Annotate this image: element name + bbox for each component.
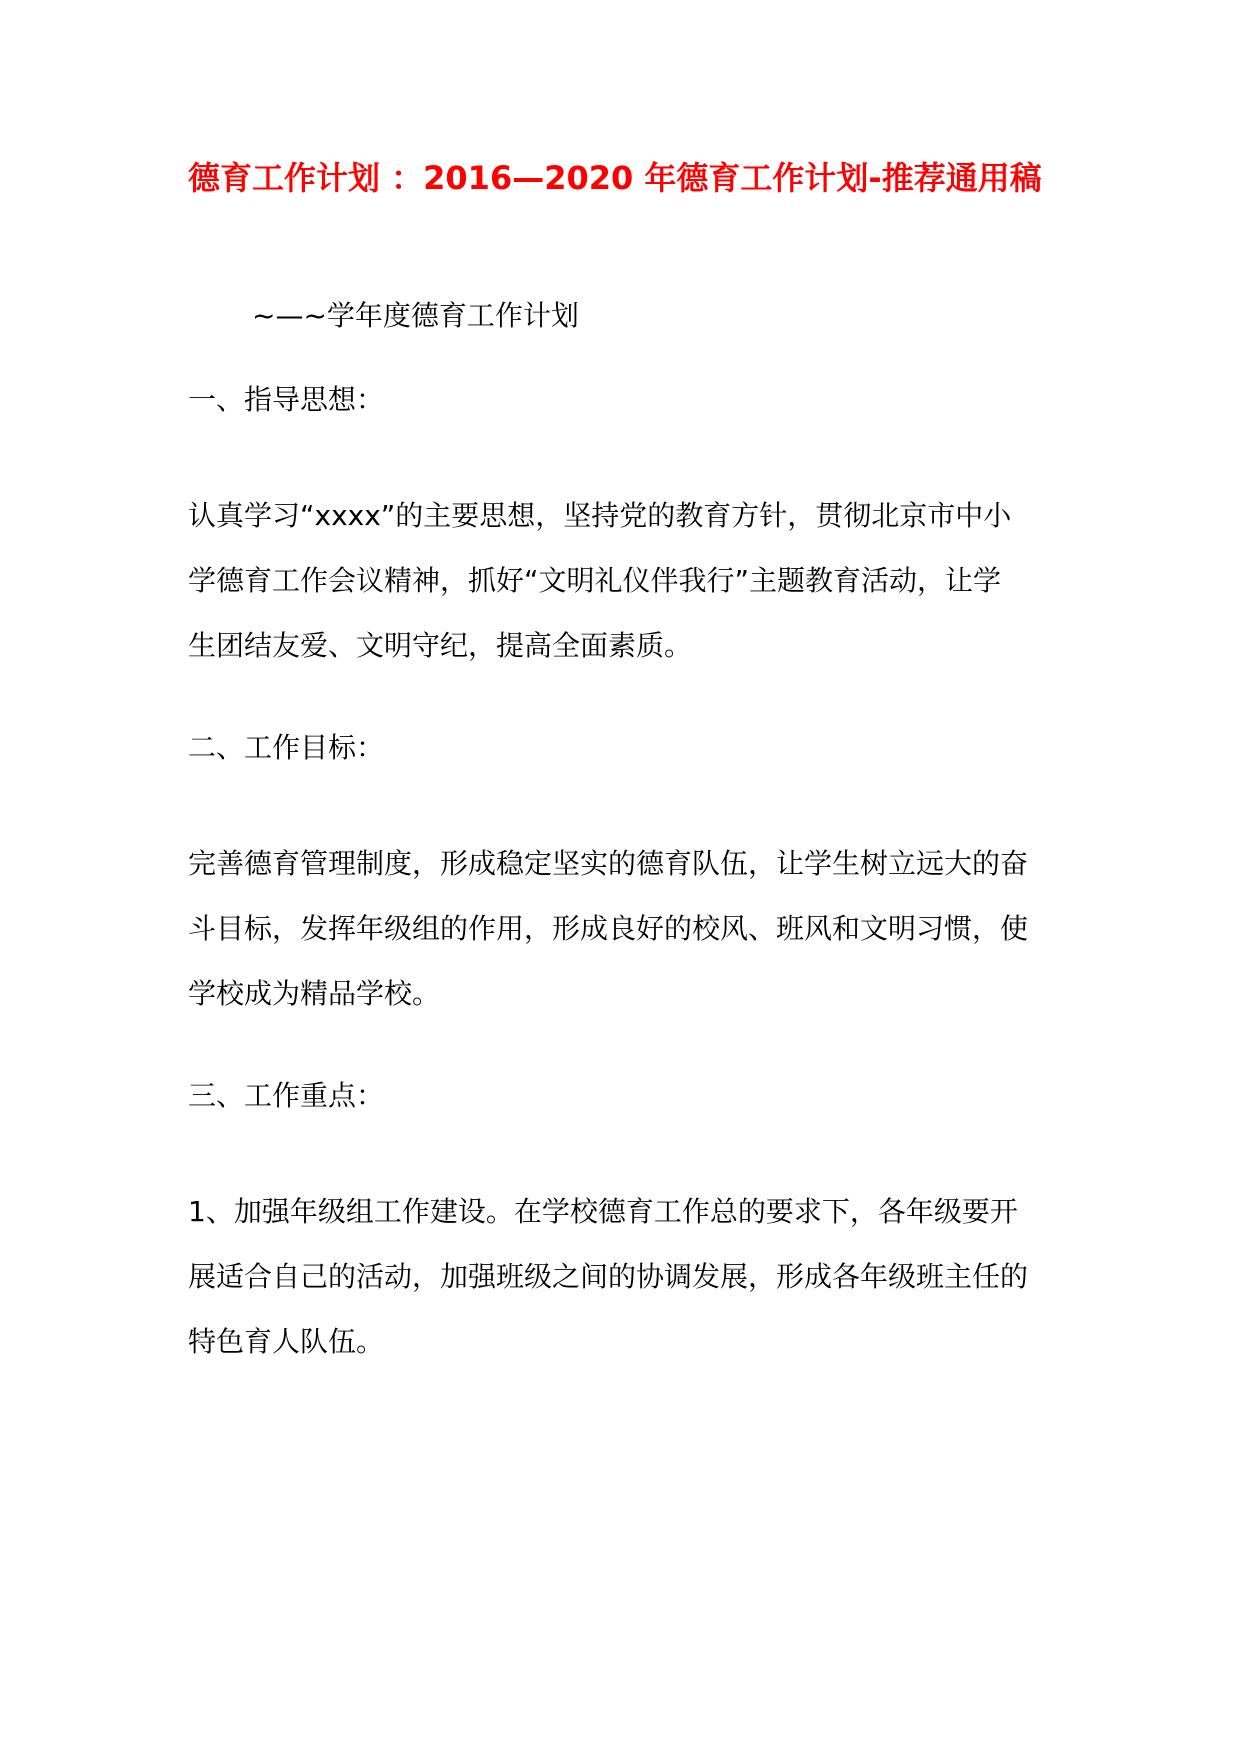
document-subtitle: ~—~学年度德育工作计划 [252,299,579,332]
paragraph-line: 特色育人队伍。 [188,1325,385,1358]
paragraph-line: 学校成为精品学校。 [188,977,441,1010]
paragraph-line: 展适合自己的活动，加强班级之间的协调发展，形成各年级班主任的 [188,1260,1029,1293]
section-paragraph-work-goals [188,844,1058,1039]
section-heading-work-focus: 三、工作重点： [188,1079,385,1112]
paragraph-line: 斗目标，发挥年级组的作用，形成良好的校风、班风和文明习惯，使 [188,912,1029,945]
paragraph-line: 完善德育管理制度，形成稳定坚实的德育队伍，让学生树立远大的奋 [188,847,1029,880]
paragraph-line: 1、加强年级组工作建设。在学校德育工作总的要求下，各年级要开 [188,1195,1018,1228]
document-title: 德育工作计划 ：2016—2020 年德育工作计划-推荐通用稿 [188,159,1042,197]
section-paragraph-work-focus [188,1192,1058,1387]
paragraph-line: 学德育工作会议精神，抓好“文明礼仪伴我行”主题教育活动，让学 [188,564,1002,597]
section-heading-guiding-thought: 一、指导思想： [188,383,385,416]
paragraph-line: 认真学习“xxxx”的主要思想，坚持党的教育方针，贯彻北京市中小 [188,499,1012,532]
paragraph-line: 生团结友爱、文明守纪，提高全面素质。 [188,629,693,662]
section-heading-work-goals: 二、工作目标： [188,731,385,764]
section-paragraph-guiding-thought [188,496,1058,691]
